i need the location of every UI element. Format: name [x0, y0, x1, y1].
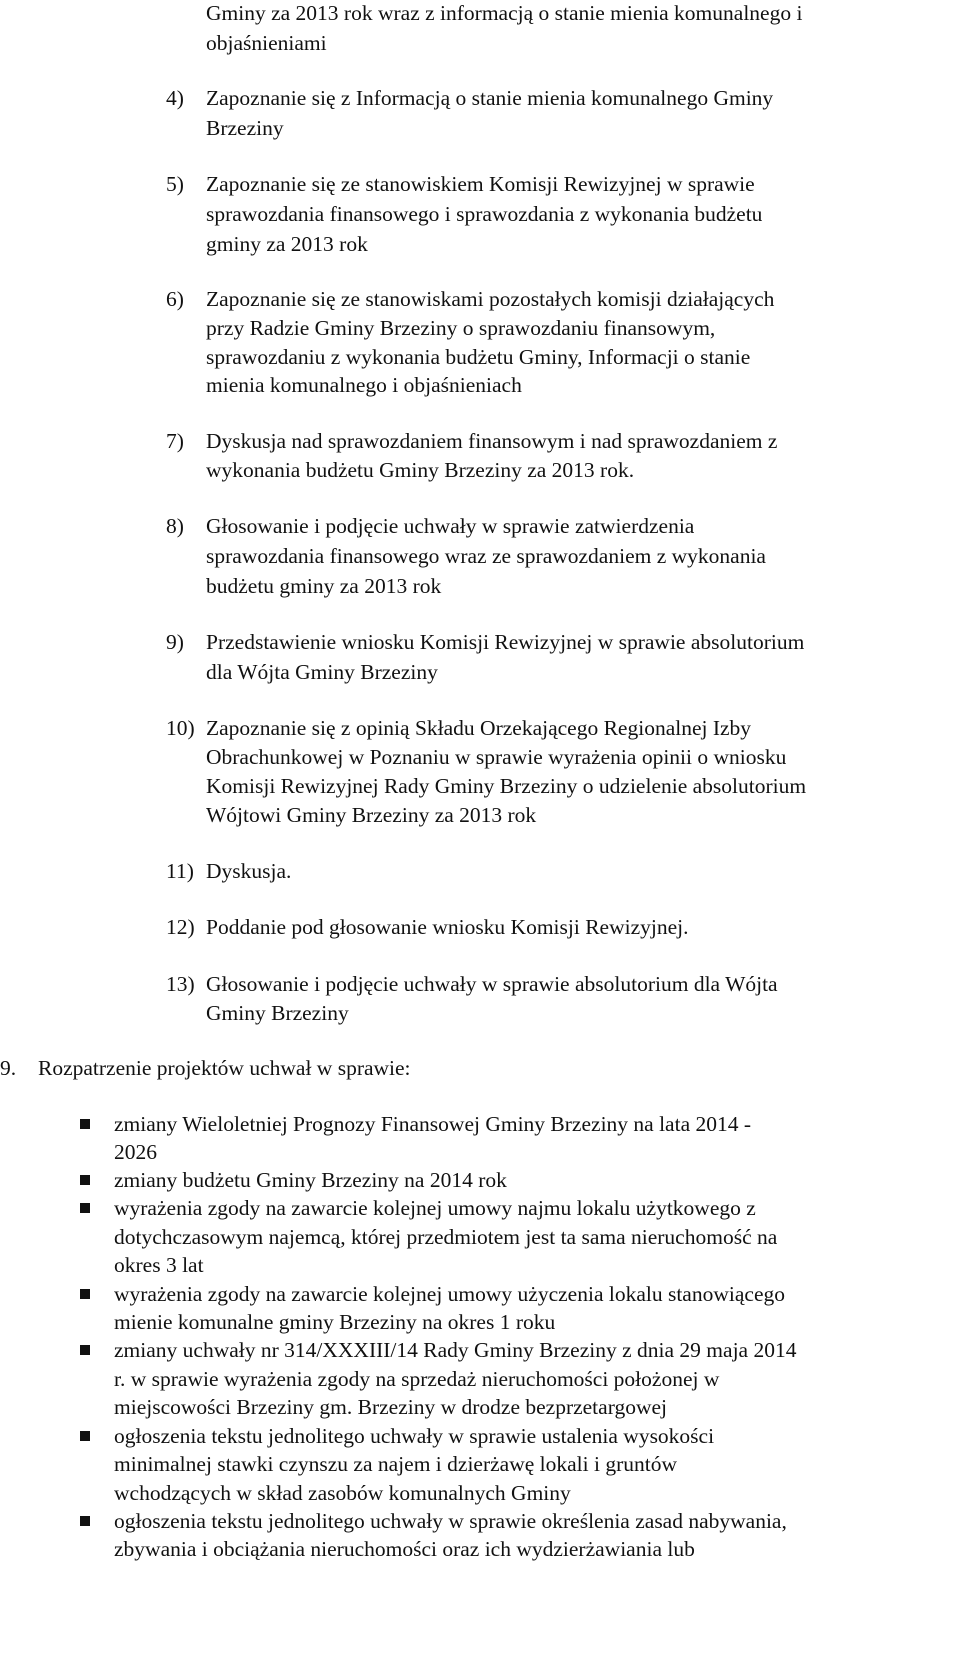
item-text-line: Dyskusja. — [206, 859, 292, 883]
bullet-text-line: zbywania i obciążania nieruchomości oraz ich wydzierżawiania lub — [114, 1537, 695, 1561]
item-number: 12) — [166, 915, 195, 939]
item-text-line: gminy za 2013 rok — [206, 232, 368, 256]
square-bullet-icon — [80, 1345, 90, 1355]
item-number: 9) — [166, 630, 184, 654]
section-title: Rozpatrzenie projektów uchwał w sprawie: — [38, 1056, 411, 1080]
item-text-line: Brzeziny — [206, 116, 284, 140]
bullet-text-line: wyrażenia zgody na zawarcie kolejnej umowy użyczenia lokalu stanowiącego — [114, 1282, 785, 1306]
continuation-line-2: objaśnieniami — [206, 31, 327, 55]
item-number: 10) — [166, 716, 195, 740]
continuation-line-1: Gminy za 2013 rok wraz z informacją o stanie mienia komunalnego i — [206, 1, 803, 25]
item-text-line: Gminy Brzeziny — [206, 1001, 349, 1025]
section-number: 9. — [0, 1056, 17, 1080]
square-bullet-icon — [80, 1431, 90, 1441]
bullet-text-line: zmiany budżetu Gminy Brzeziny na 2014 rok — [114, 1168, 507, 1192]
bullet-text-line: r. w sprawie wyrażenia zgody na sprzedaż nieruchomości położonej w — [114, 1367, 720, 1391]
item-number: 8) — [166, 514, 184, 538]
bullet-text-line: ogłoszenia tekstu jednolitego uchwały w sprawie ustalenia wysokości — [114, 1424, 715, 1448]
square-bullet-icon — [80, 1516, 90, 1526]
item-text-line: Obrachunkowej w Poznaniu w sprawie wyrażenia opinii o wniosku — [206, 745, 787, 769]
bullet-text-line: wchodzących w skład zasobów komunalnych Gminy — [114, 1481, 571, 1505]
item-number: 4) — [166, 86, 184, 110]
bullet-text-line: 2026 — [114, 1140, 157, 1164]
item-text-line: Wójtowi Gminy Brzeziny za 2013 rok — [206, 803, 537, 827]
item-text-line: Zapoznanie się ze stanowiskami pozostałych komisji działających — [206, 287, 775, 311]
item-text-line: przy Radzie Gminy Brzeziny o sprawozdaniu finansowym, — [206, 316, 716, 340]
square-bullet-icon — [80, 1119, 90, 1129]
item-text-line: sprawozdaniu z wykonania budżetu Gminy, Informacji o stanie — [206, 345, 751, 369]
bullet-text-line: wyrażenia zgody na zawarcie kolejnej umowy najmu lokalu użytkowego z — [114, 1196, 756, 1220]
item-text-line: Zapoznanie się z Informacją o stanie mienia komunalnego Gminy — [206, 86, 774, 110]
bullet-text-line: minimalnej stawki czynszu za najem i dzierżawę lokali i gruntów — [114, 1452, 677, 1476]
bullet-text-line: dotychczasowym najemcą, której przedmiotem jest ta sama nieruchomość na — [114, 1225, 778, 1249]
bullet-text-line: okres 3 lat — [114, 1253, 204, 1277]
item-text-line: Głosowanie i podjęcie uchwały w sprawie zatwierdzenia — [206, 514, 695, 538]
item-text-line: wykonania budżetu Gminy Brzeziny za 2013 rok. — [206, 458, 635, 482]
square-bullet-icon — [80, 1175, 90, 1185]
square-bullet-icon — [80, 1289, 90, 1299]
item-text-line: sprawozdania finansowego wraz ze sprawozdaniem z wykonania — [206, 544, 766, 568]
item-text-line: Komisji Rewizyjnej Rady Gminy Brzeziny o udzielenie absolutorium — [206, 774, 807, 798]
square-bullet-icon — [80, 1203, 90, 1213]
bullet-text-line: zmiany uchwały nr 314/XXXIII/14 Rady Gminy Brzeziny z dnia 29 maja 2014 — [114, 1338, 797, 1362]
item-text-line: Dyskusja nad sprawozdaniem finansowym i nad sprawozdaniem z — [206, 429, 778, 453]
item-number: 11) — [166, 859, 194, 883]
bullet-text-line: ogłoszenia tekstu jednolitego uchwały w sprawie określenia zasad nabywania, — [114, 1509, 787, 1533]
bullet-text-line: miejscowości Brzeziny gm. Brzeziny w drodze bezprzetargowej — [114, 1395, 668, 1419]
item-text-line: Poddanie pod głosowanie wniosku Komisji Rewizyjnej. — [206, 915, 689, 939]
item-text-line: Przedstawienie wniosku Komisji Rewizyjnej w sprawie absolutorium — [206, 630, 805, 654]
item-number: 13) — [166, 972, 195, 996]
item-text-line: dla Wójta Gminy Brzeziny — [206, 660, 438, 684]
item-text-line: budżetu gminy za 2013 rok — [206, 574, 442, 598]
item-number: 5) — [166, 172, 184, 196]
bullet-text-line: zmiany Wieloletniej Prognozy Finansowej Gminy Brzeziny na lata 2014 - — [114, 1112, 752, 1136]
item-text-line: Głosowanie i podjęcie uchwały w sprawie absolutorium dla Wójta — [206, 972, 778, 996]
item-text-line: mienia komunalnego i objaśnieniach — [206, 373, 522, 397]
bullet-text-line: mienie komunalne gminy Brzeziny na okres 1 roku — [114, 1310, 556, 1334]
item-text-line: Zapoznanie się z opinią Składu Orzekającego Regionalnej Izby — [206, 716, 752, 740]
item-number: 6) — [166, 287, 184, 311]
item-number: 7) — [166, 429, 184, 453]
item-text-line: Zapoznanie się ze stanowiskiem Komisji Rewizyjnej w sprawie — [206, 172, 755, 196]
item-text-line: sprawozdania finansowego i sprawozdania z wykonania budżetu — [206, 202, 763, 226]
